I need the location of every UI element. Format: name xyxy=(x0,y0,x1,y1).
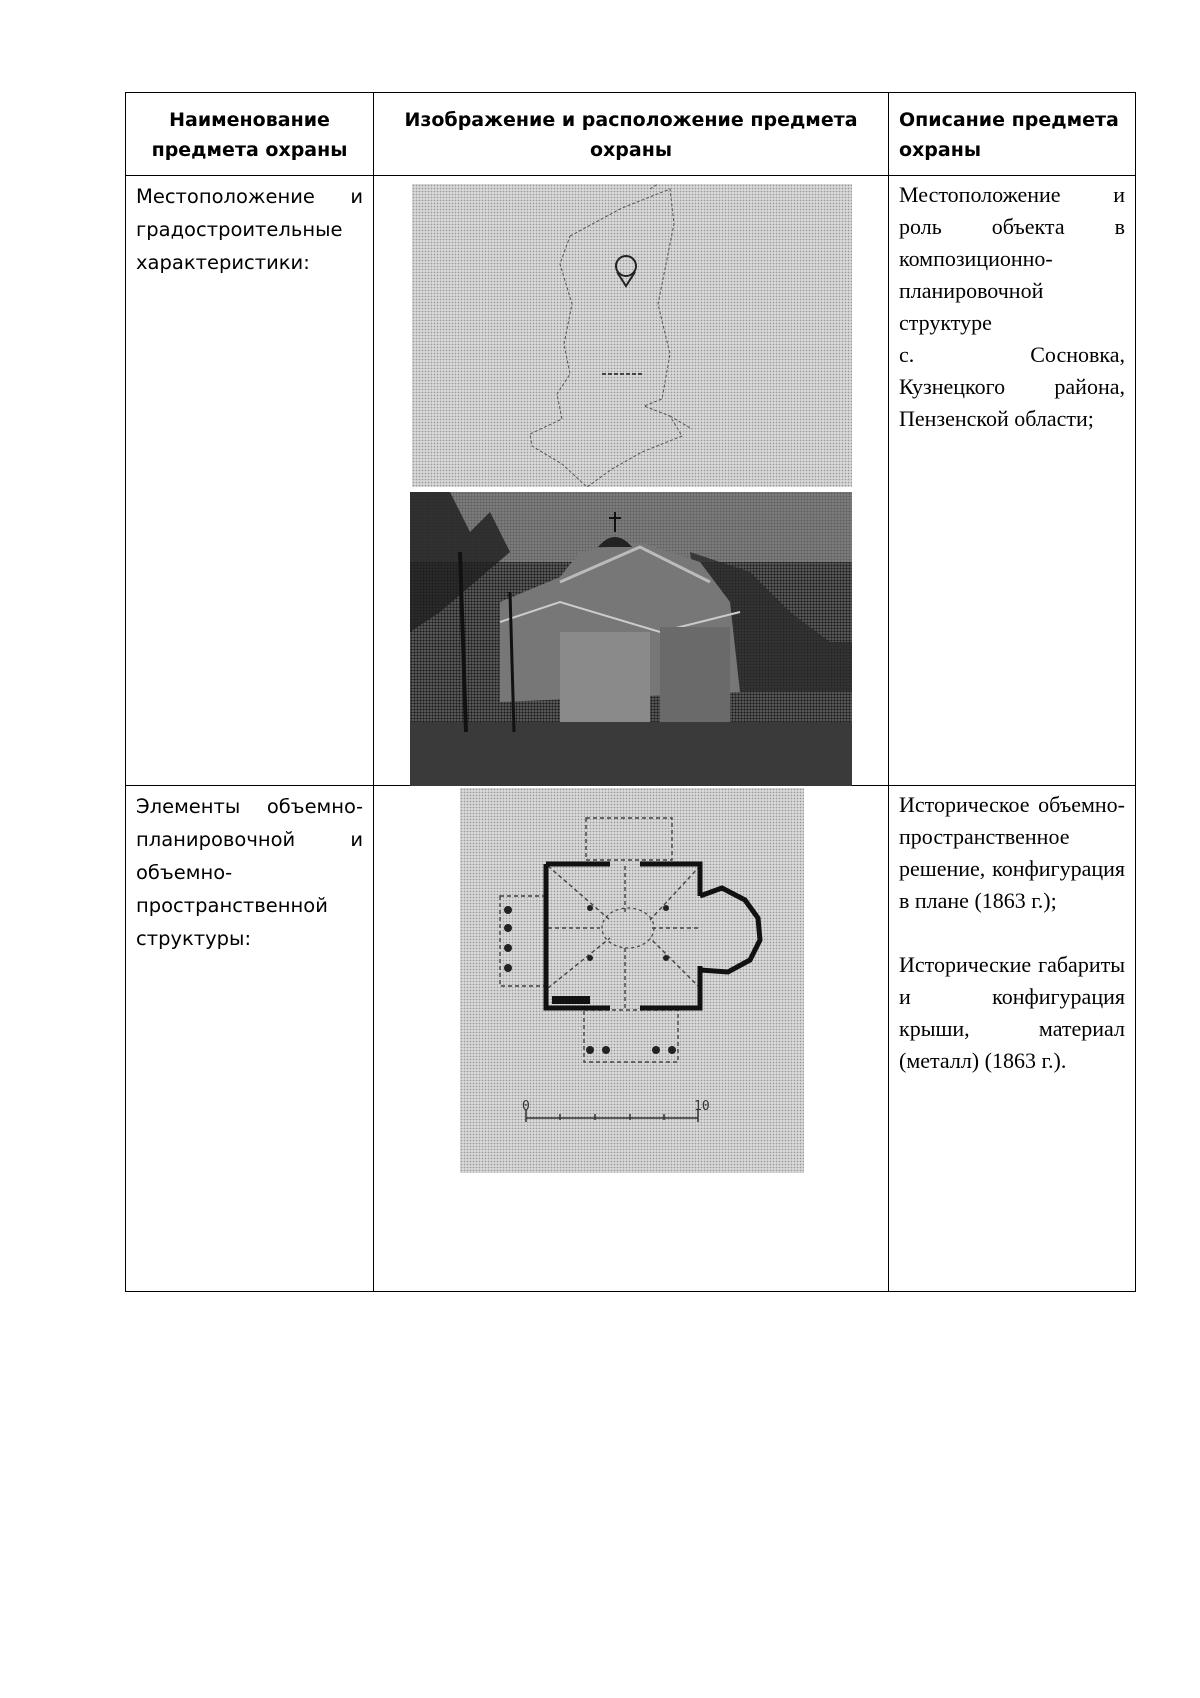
row2-name: Элементы объемно-планировочной и объемно-пространственной структуры: xyxy=(136,795,363,950)
scale-label-end: 10 xyxy=(694,1099,710,1114)
header-description: Описание предмета охраны xyxy=(889,93,1136,176)
table-row xyxy=(126,786,1136,1292)
row1-description-cell xyxy=(889,176,1136,786)
row2-description-2: Исторические габариты и конфигурация крыши, материал (металл) (1863 г.). xyxy=(899,952,1125,1073)
church-photo xyxy=(410,492,852,786)
scale-label-start: 0 xyxy=(522,1099,530,1114)
row2-description-1: Историческое объемно-пространственное решение, конфигурация в плане (1863 г.); xyxy=(899,792,1125,913)
row2-description-cell xyxy=(889,786,1136,1292)
row2-name-cell xyxy=(126,786,374,1292)
table-header-row xyxy=(126,93,1136,176)
row1-description-2: с. Сосновка, Кузнецкого района, Пензенской области; xyxy=(899,342,1125,431)
header-image: Изображение и расположение предмета охраны xyxy=(374,93,889,176)
protection-subject-table xyxy=(125,92,1136,1292)
location-map-image xyxy=(412,184,852,487)
table-row xyxy=(126,176,1136,786)
row2-image-cell xyxy=(374,786,889,1292)
row1-image-cell xyxy=(374,176,889,786)
location-marker-icon xyxy=(616,256,636,286)
floor-plan-image xyxy=(460,788,804,1173)
scale-bar xyxy=(526,1110,698,1122)
row1-name-cell xyxy=(126,176,374,786)
row1-description-1: Местоположение и роль объекта в композиционно-планировочной структуре xyxy=(899,182,1125,335)
row1-name: Местоположение и градостроительные характеристики: xyxy=(136,185,363,274)
header-name: Наименование предмета охраны xyxy=(126,93,374,176)
